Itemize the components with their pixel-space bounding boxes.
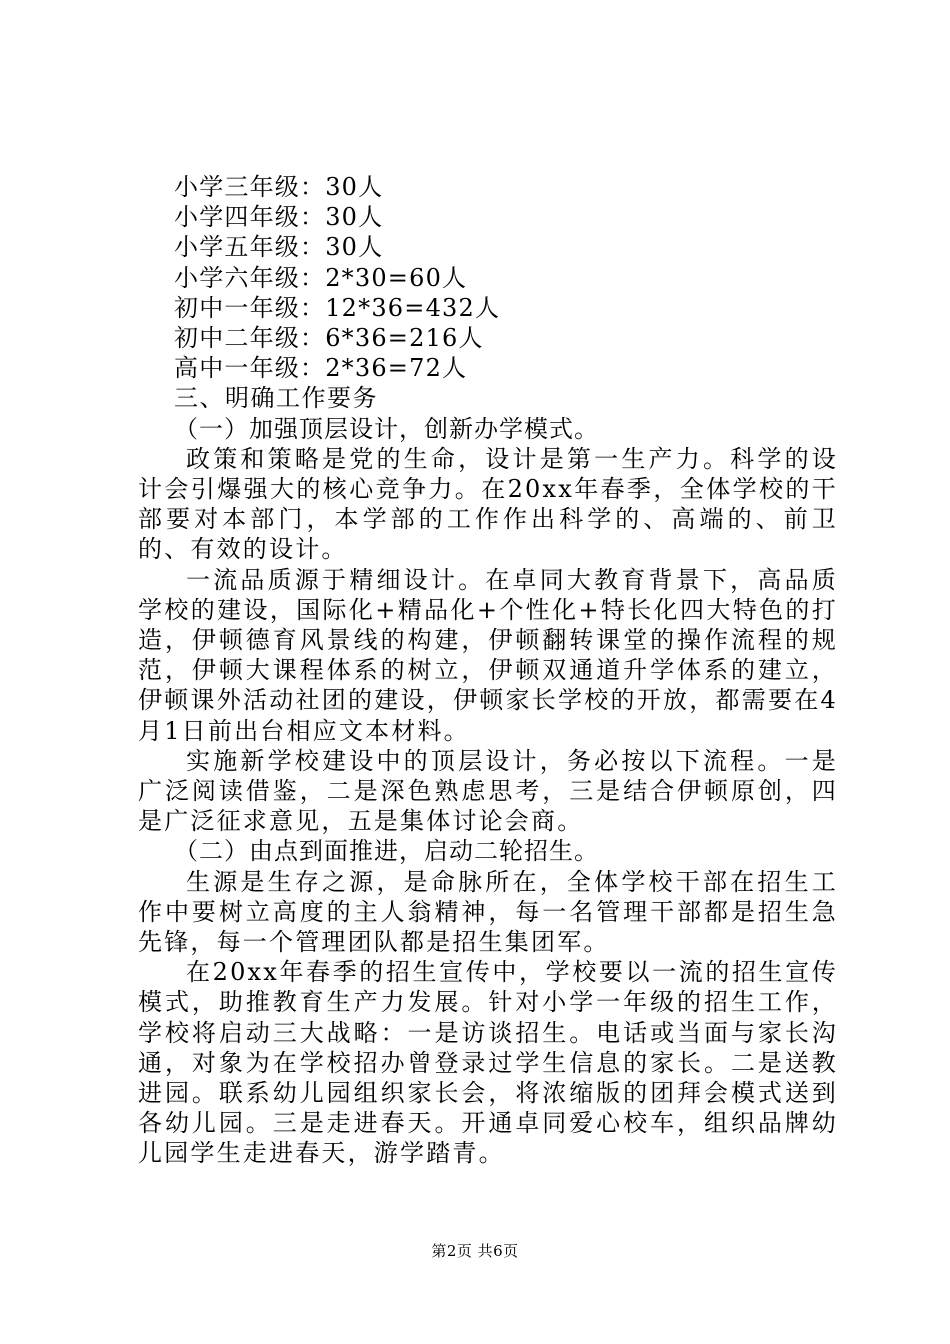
enrollment-line-junior1: 初中一年级：12*36=432人 bbox=[174, 293, 501, 322]
enrollment-line-senior1: 高中一年级：2*36=72人 bbox=[174, 354, 468, 383]
enrollment-line-grade4: 小学四年级：30人 bbox=[174, 203, 384, 232]
subsection-heading-2: （二）由点到面推进，启动二轮招生。 bbox=[174, 837, 599, 866]
subsection-heading-1: （一）加强顶层设计，创新办学模式。 bbox=[174, 414, 599, 443]
enrollment-line-grade6: 小学六年级：2*30=60人 bbox=[174, 263, 468, 292]
paragraph: 一流品质源于精细设计。在卓同大教育背景下，高品质学校的建设，国际化+精品化+个性化+特长化四大特色的打造，伊顿德育风景线的构建，伊顿翻转课堂的操作流程的规范，伊顿大课程体系的树立，伊顿双通道升学体系的建立，伊顿课外活动社团的建设，伊顿家长学校的开放，都需要在4月1日前出台相应文本材料。 bbox=[138, 565, 838, 745]
section-heading: 三、明确工作要务 bbox=[174, 384, 378, 413]
document-body bbox=[138, 172, 838, 1169]
paragraph: 政策和策略是党的生命，设计是第一生产力。科学的设计会引爆强大的核心竞争力。在20xx年春季，全体学校的干部要对本部门，本学部的工作作出科学的、高端的、前卫的、有效的设计。 bbox=[138, 444, 838, 564]
enrollment-line-junior2: 初中二年级：6*36=216人 bbox=[174, 323, 484, 352]
paragraph: 生源是生存之源，是命脉所在，全体学校干部在招生工作中要树立高度的主人翁精神，每一名管理干部都是招生急先锋，每一个管理团队都是招生集团军。 bbox=[138, 867, 838, 956]
page-footer: 第2页 共6页 bbox=[431, 1242, 519, 1260]
enrollment-line-grade5: 小学五年级：30人 bbox=[174, 233, 384, 262]
paragraph: 实施新学校建设中的顶层设计，务必按以下流程。一是广泛阅读借鉴，二是深色熟虑思考，三是结合伊顿原创，四是广泛征求意见，五是集体讨论会商。 bbox=[138, 746, 838, 836]
paragraph: 在20xx年春季的招生宣传中，学校要以一流的招生宣传模式，助推教育生产力发展。针对小学一年级的招生工作，学校将启动三大战略：一是访谈招生。电话或当面与家长沟通，对象为在学校招办曾登录过学生信息的家长。二是送教进园。联系幼儿园组织家长会，将浓缩版的团拜会模式送到各幼儿园。三是走进春天。开通卓同爱心校车，组织品牌幼儿园学生走进春天，游学踏青。 bbox=[138, 958, 838, 1168]
enrollment-line-grade3: 小学三年级：30人 bbox=[174, 173, 384, 201]
